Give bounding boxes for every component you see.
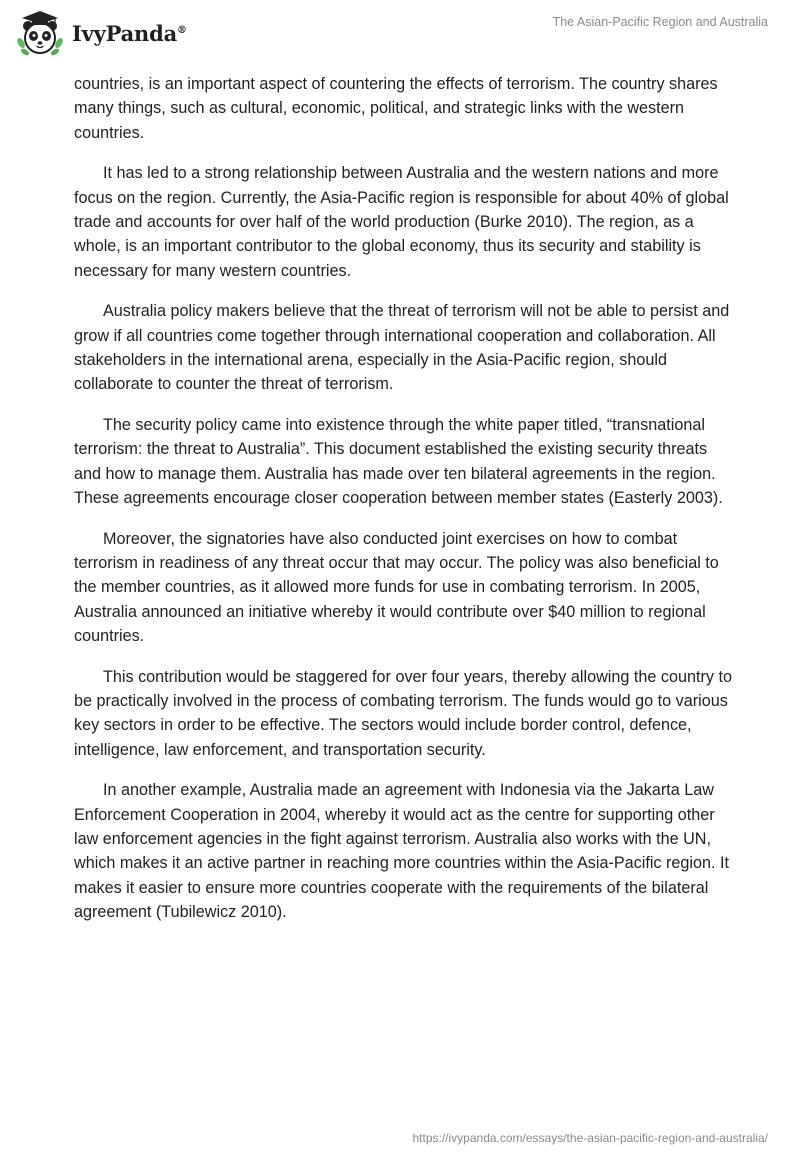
paragraph: This contribution would be staggered for over four years, thereby allowing the country to be practically involved in the process of combating terrorism. The funds would go to various key sectors in order to be effective. The sectors would include border control, defence, intelligence, law enforcement, and transportation security.: [74, 667, 732, 759]
ivypanda-logo[interactable]: [14, 8, 187, 58]
brand-name: [72, 21, 187, 46]
page-header: [0, 0, 800, 70]
paragraph: Moreover, the signatories have also conducted joint exercises on how to combat terrorism in readiness of any threat occur that may occur. The policy was also beneficial to the member countries, as it allowed more funds for use in combating terrorism. In 2005, Australia announced an initiative whereby it would contribute over $40 million to regional countries.: [74, 529, 719, 646]
brand-name-text: IvyPanda: [72, 20, 178, 46]
paragraph: Australia policy makers believe that the threat of terrorism will not be able to persist and grow if all countries come together through international cooperation and collaboration. All stakeholders in the international arena, especially in the Asia-Pacific region, should collaborate to counter the threat of terrorism.: [74, 302, 730, 394]
paragraph: In another example, Australia made an agreement with Indonesia via the Jakarta Law Enforcement Cooperation in 2004, whereby it would act as the centre for supporting other law enforcement agencies in the fight against terrorism. Australia also works with the UN, which makes it an active partner in reaching more countries within the Asia-Pacific region. It makes it easier to ensure more countries cooperate with the requirements of the bilateral agreement (Tubilewicz 2010).: [74, 781, 730, 922]
registered-mark: ®: [177, 24, 187, 36]
paragraph: The security policy came into existence through the white paper titled, “transnational terrorism: the threat to Australia”. This document established the existing security threats and how to manage them. Australia has made over ten bilateral agreements in the region. These agreements encourage closer cooperation between member states (Easterly 2003).: [74, 415, 723, 508]
paragraph: countries, is an important aspect of countering the effects of terrorism. The country shares many things, such as cultural, economic, political, and strategic links with the western countries.: [74, 75, 718, 142]
source-url[interactable]: https://ivypanda.com/essays/the-asian-pacific-region-and-australia/: [412, 1131, 768, 1145]
document-title: The Asian-Pacific Region and Australia: [552, 15, 768, 29]
essay-body: [74, 72, 734, 941]
panda-mascot-icon: [14, 8, 66, 58]
paragraph: It has led to a strong relationship between Australia and the western nations and more focus on the region. Currently, the Asia-Pacific region is responsible for about 40% of global trade and accounts for over half of the world production (Burke 2010). The region, as a whole, is an important contributor to the global economy, thus its security and stability is necessary for many western countries.: [74, 164, 729, 280]
